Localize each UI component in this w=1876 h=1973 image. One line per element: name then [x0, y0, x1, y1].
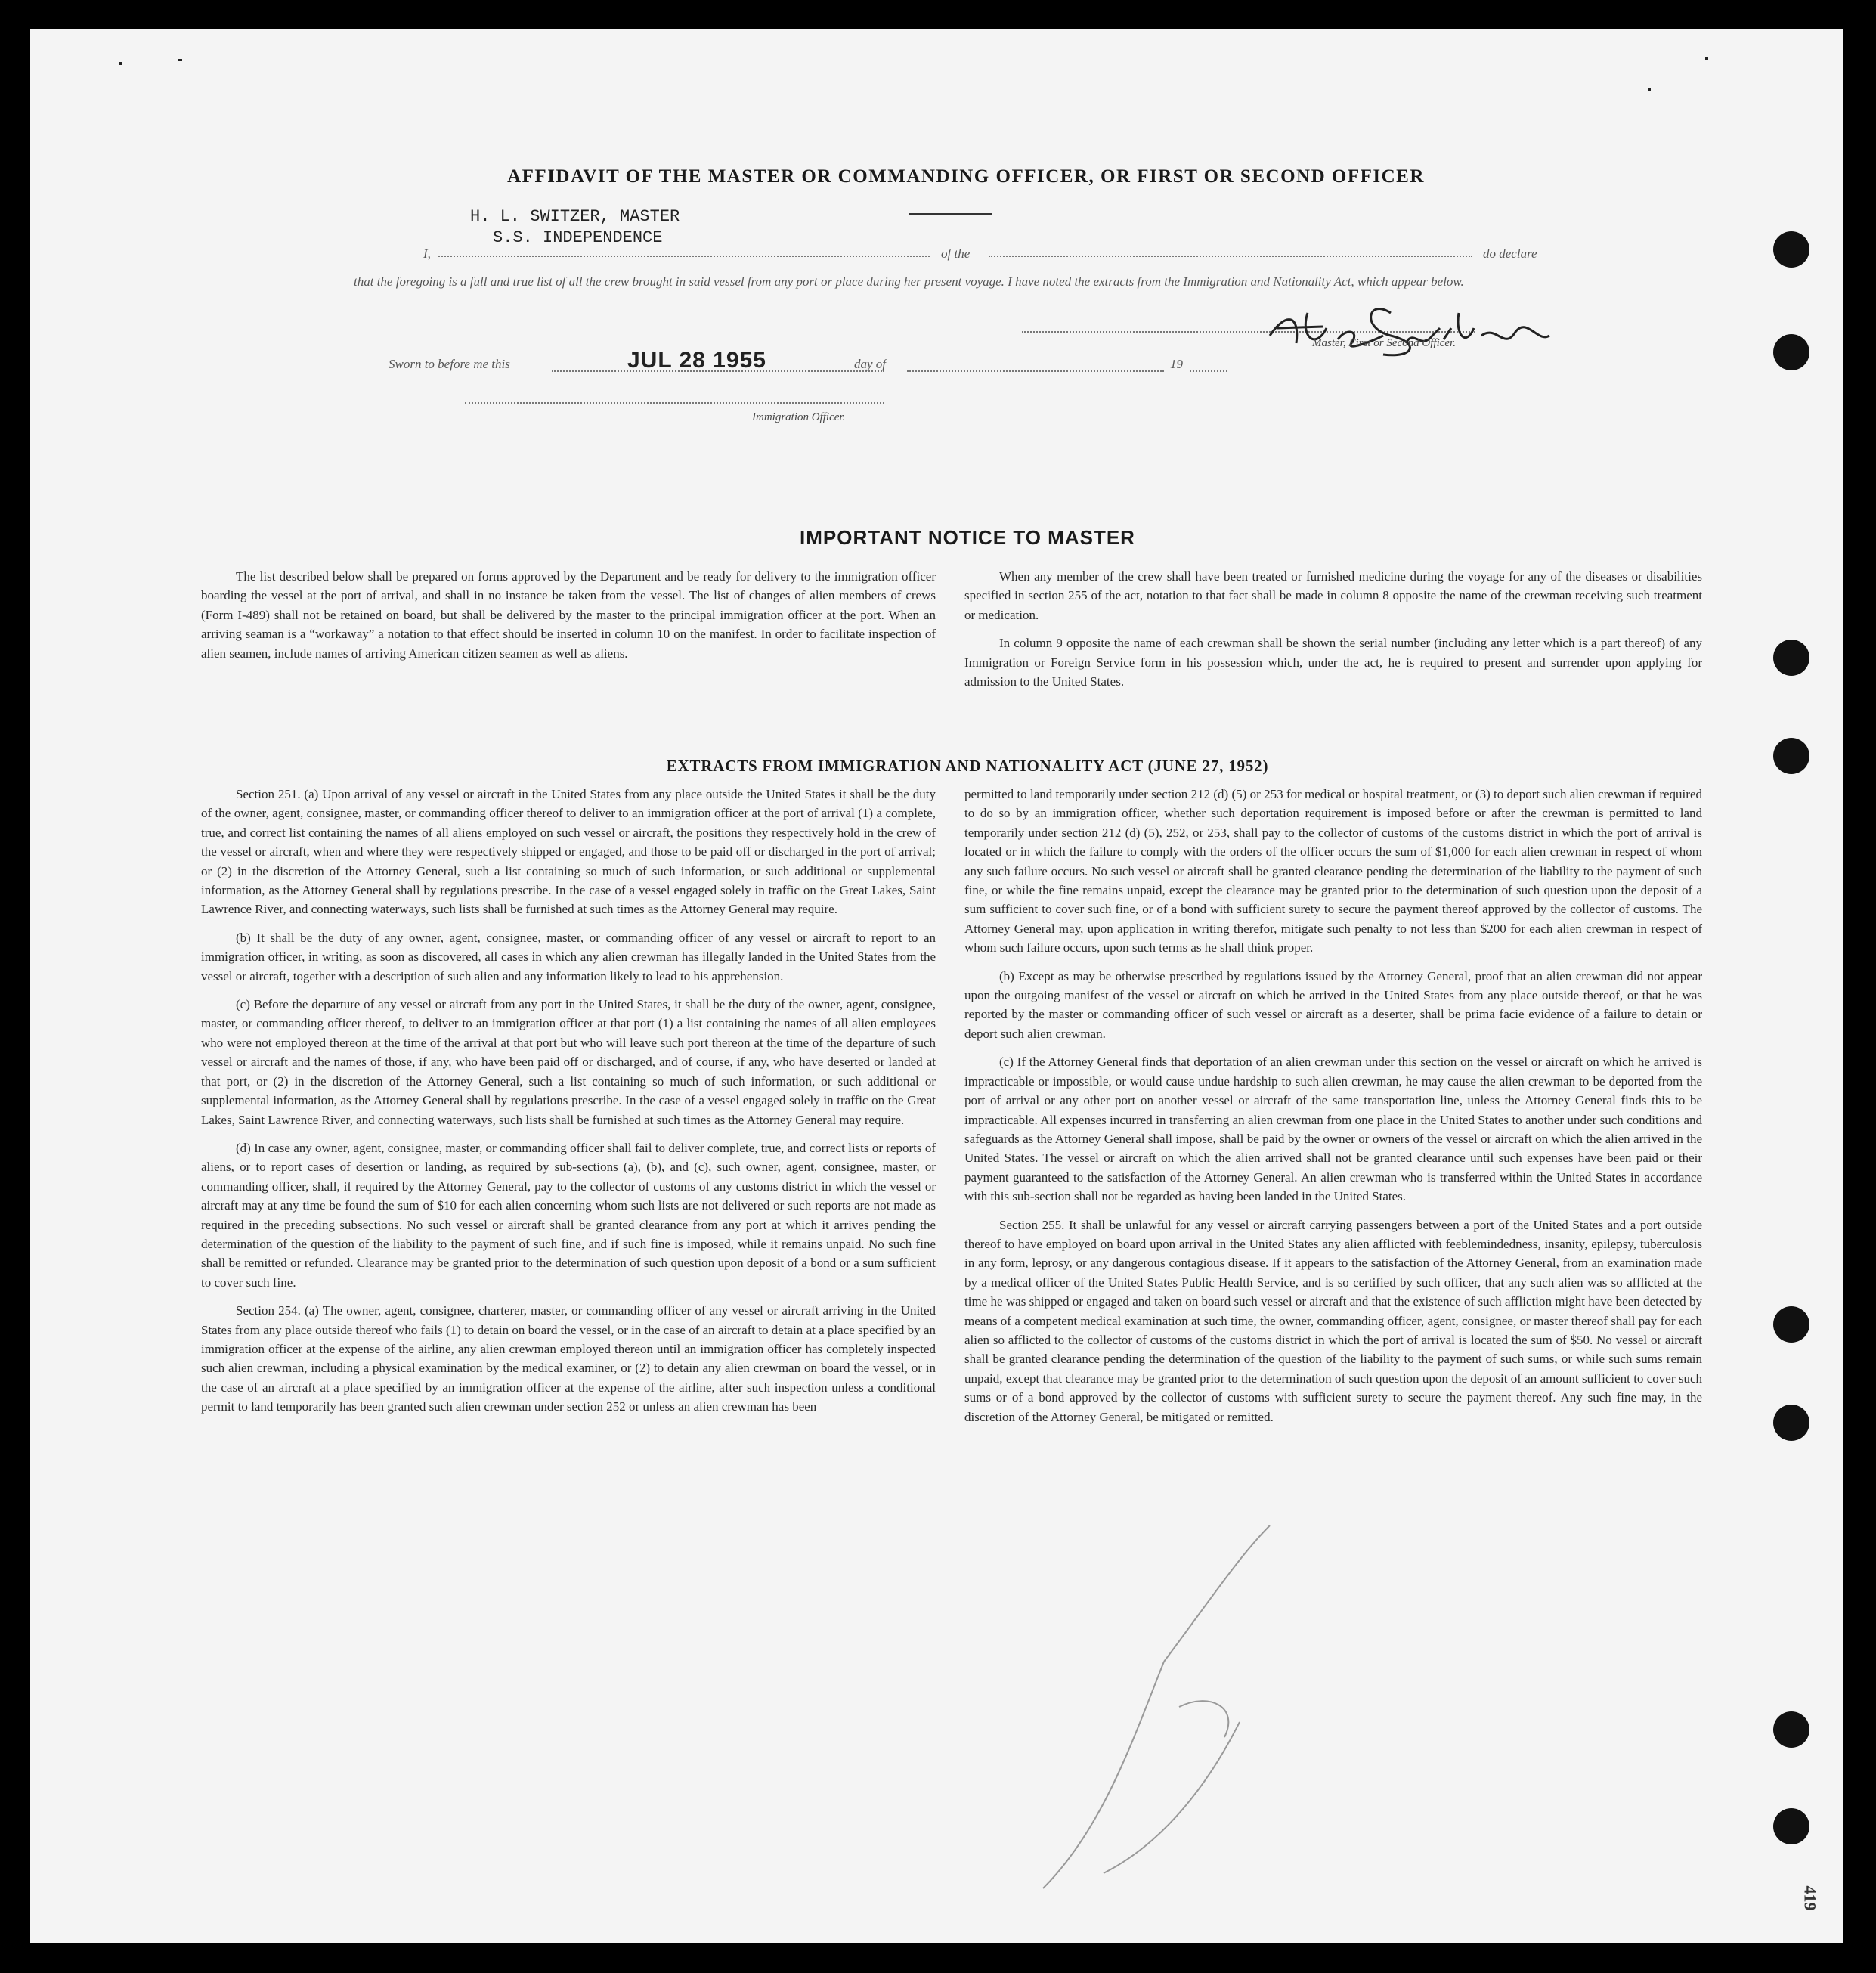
typed-vessel: S.S. INDEPENDENCE — [493, 228, 663, 247]
immigration-officer-label: Immigration Officer. — [752, 411, 846, 423]
section-254-c: (c) If the Attorney General finds that deportation of an alien crewman under this section on the vessel or aircraft on which he arrived is impracticable or impossible, or would cause undue hardship to such alien crewman, he may cause the alien crewman to be deported from the port of arrival or any other port on another vessel or aircraft of the same transportation line, unless the Attorney General finds this to be impracticable. All expenses incurred in transferring an alien crewman from one place in the United States to another under such conditions and safeguards as the Attorney General shall impose, shall be paid by the owner or owners of the vessel or aircraft on which the alien arrived in the United States. The vessel or aircraft on which the alien arrived shall not be granted clearance until such expenses have been paid or their payment guaranteed to the satisfaction of the Attorney General. An alien crewman who is transferred within the United States in accordance with this sub-section shall not be regarded as having been landed in the United States. — [964, 1055, 1702, 1204]
typed-name: H. L. SWITZER, MASTER — [470, 207, 680, 226]
extracts-right-column — [964, 785, 1702, 1436]
punch-hole — [1773, 1405, 1809, 1441]
signature-image — [1255, 283, 1572, 373]
do-declare-label: do declare — [1483, 246, 1537, 261]
speck — [178, 59, 182, 61]
punch-hole — [1773, 334, 1809, 370]
sworn-label: Sworn to before me this — [389, 357, 510, 371]
speck — [1648, 88, 1651, 91]
day-of-label: day of — [854, 357, 887, 371]
section-254-b: (b) Except as may be otherwise prescribed by regulations issued by the Attorney General, proof that an alien crewman did not appear upon the outgoing manifest of the vessel or aircraft on which he arrived in the United States from any place outside thereof, or that he was reported by the master or commanding officer of such vessel or aircraft as a deserter, shall be prima facie evidence of a failure to detain or deport such alien crewman. — [964, 968, 1702, 1041]
sworn-date-stamp: JUL 28 1955 — [627, 348, 766, 373]
punch-hole — [1773, 231, 1809, 268]
i-label: I, — [423, 246, 431, 261]
notice-right-paragraph-1: When any member of the crew shall have been treated or furnished medicine during the voyage for any of the diseases or disabilities specified in section 255 of the act, notation to that fact shall be made in column 8 opposite the name of the crewman receiving such treatment or medication. — [964, 569, 1702, 622]
speck — [1705, 57, 1708, 60]
punch-hole — [1773, 640, 1809, 676]
officer-line — [465, 402, 884, 404]
notice-right-column — [964, 567, 1702, 700]
signature-caption: Master, First or Second Officer. — [1312, 337, 1456, 349]
document-page — [30, 29, 1843, 1943]
section-251-a: Section 251. (a) Upon arrival of any vessel or aircraft in the United States from any place outside the United States it shall be the duty of the owner, agent, consignee, master, or commanding officer thereof to deliver to an immigration officer at the port of arrival (1) a complete, true, and correct list containing the names of all aliens employed on such vessel or aircraft, the positions they respectively hold in the crew of the vessel or aircraft, when and where they were respectively shipped or engaged, and those to be paid off or discharged in the port of arrival; or (2) in the discretion of the Attorney General, such a list containing so much of such information, or such additional or supplemental information, as the Attorney General shall by regulations prescribe. In the case of a vessel engaged solely in traffic on the Great Lakes, Saint Lawrence River, and connecting waterways, such lists shall be furnished at such times as the Attorney General may require. — [201, 787, 936, 917]
extracts-title: EXTRACTS FROM IMMIGRATION AND NATIONALITY ACT (JUNE 27, 1952) — [666, 757, 1269, 775]
title-underline — [909, 213, 992, 215]
extracts-left-column — [201, 785, 936, 1426]
section-254-a-continued: permitted to land temporarily under section 212 (d) (5) or 253 for medical or hospital treatment, or (3) to deport such alien crewman if required to do so by an immigration officer, whether such deportation requirement is imposed before or after the crewman is permitted to land temporarily under section 212 (d) (5), 252, or 253, shall pay to the collector of customs of the customs district in which the port of arrival is located or in which the failure to comply with the orders of the officer occurs the sum of $1,000 for each alien crewman in respect of whom any such failure occurs. No such vessel or aircraft shall be granted clearance pending the determination of the liability to the payment of such fine, or while the fine remains unpaid, except the clearance may be granted prior to the determination of such question upon the deposit of a sum sufficient to cover such fine, or of a bond with sufficient surety to secure the payment thereof approved by the collector of customs. The Attorney General may, upon application in writing therefor, mitigate such penalty to not less than $200 for each alien crewman in respect of whom such failure occurs, upon such terms as he shall think proper. — [964, 787, 1702, 956]
punch-hole — [1773, 1306, 1809, 1343]
section-255: Section 255. It shall be unlawful for any vessel or aircraft carrying passengers between a port of the United States and a port outside thereof to have employed on board upon arrival in the United States any alien afflicted with feeblemindedness, insanity, epilepsy, tuberculosis in any form, leprosy, or any dangerous contagious disease. If it appears to the satisfaction of the Attorney General, from an examination made by a medical officer of the United States Public Health Service, and is so certified by such officer, that any such alien was so afflicted at the time he was shipped or engaged and taken on board such vessel or aircraft and that the existence of such affliction might have been detected by means of a competent medical examination at such time, the owner, commanding officer, agent, consignee, or master thereof shall pay for each alien so afflicted to the collector of customs of the customs district in which the port of arrival is located the sum of $50. No vessel or aircraft shall be granted clearance pending the determination of the question of the liability to the payment of such sums, or while such sums remain unpaid, except that clearance may be granted prior to the determination of such question upon the deposit of an amount sufficient to cover such sums or of a bond approved by the collector of customs with sufficient surety to secure the payment thereof. Any such fine may, in the discretion of the Attorney General, be mitigated or remitted. — [964, 1217, 1702, 1424]
year-prefix: 19 — [1170, 357, 1183, 371]
section-251-c: (c) Before the departure of any vessel or aircraft from any port in the United States, it shall be the duty of the owner, agent, consignee, master, or commanding officer thereof, to deliver to an immigration officer at that port (1) a list containing the names of all alien employees who were not employed thereon at the time of the arrival at that port but who will leave such port thereon at the time of the departure of such vessel or aircraft and the names of those, if any, who have been paid off or discharged, and of course, if any, who have deserted or landed at that port, or (2) in the discretion of the Attorney General, such a list containing so much of such information, or such additional or supplemental information, as the Attorney General shall by regulations prescribe. In the case of a vessel engaged solely in traffic on the Great Lakes, Saint Lawrence River, and connecting waterways, such lists shall be furnished at such times as the Attorney General may require. — [201, 997, 936, 1127]
speck — [119, 62, 122, 65]
punch-hole — [1773, 1711, 1809, 1748]
declaration-text: that the foregoing is a full and true list of all the crew brought in said vessel from any port or place during her present voyage. I have noted the extracts from the Immigration and Nationality Act, which appear below. — [354, 274, 1464, 289]
of-the-label: of the — [941, 246, 971, 261]
notice-title: IMPORTANT NOTICE TO MASTER — [800, 526, 1135, 549]
section-251-d: (d) In case any owner, agent, consignee, master, or commanding officer shall fail to deliver complete, true, and correct lists or reports of aliens, or to report cases of desertion or landing, as required by sub-sections (a), (b), and (c), such owner, agent, consignee, master, or commanding officer, shall, if required by the Attorney General, pay to the collector of customs of any customs district in which the vessel or aircraft may at any time be found the sum of $10 for each alien concerning whom such lists are not delivered or such reports are not made as required in the preceding subsections. No such vessel or aircraft shall be granted clearance from any port at which it arrives pending the determination of the question of the liability to the payment of such fine, and if such fine is imposed, while it remains unpaid. No such fine shall be remitted or refunded. Clearance may be granted prior to the determination of such question upon deposit of a bond or a sum sufficient to cover such fine. — [201, 1140, 936, 1290]
punch-hole — [1773, 1808, 1809, 1844]
notice-left-column — [201, 567, 936, 672]
day-line — [907, 370, 1164, 372]
year-line — [1190, 370, 1227, 372]
margin-page-note: 419 — [1800, 1885, 1820, 1911]
affidavit-title: AFFIDAVIT OF THE MASTER OR COMMANDING OFFICER, OR FIRST OR SECOND OFFICER — [507, 166, 1425, 187]
punch-hole — [1773, 738, 1809, 774]
vessel-line — [989, 256, 1472, 257]
pencil-scribble — [1013, 1510, 1436, 1934]
section-254-a: Section 254. (a) The owner, agent, consignee, charterer, master, or commanding officer of any vessel or aircraft arriving in the United States from any place outside thereof who fails (1) to detain on board the vessel, or in the case of an aircraft to detain at a place specified by an immigration officer at the expense of the airline, any alien crewman employed thereon until an immigration officer has completely inspected such alien crewman, including a physical examination by the medical examiner, or (2) to detain any alien crewman on board the vessel, or in the case of an aircraft at a place specified by an immigration officer at the expense of the airline, after such inspection unless a conditional permit to land temporarily has been granted such alien crewman under section 252 or unless an alien crewman has been — [201, 1303, 936, 1414]
notice-right-paragraph-2: In column 9 opposite the name of each crewman shall be shown the serial number (including any letter which is a part thereof) of any Immigration or Foreign Service form in his possession which, under the act, he is required to present and surrender upon applying for admission to the United States. — [964, 636, 1702, 689]
notice-left-paragraph: The list described below shall be prepared on forms approved by the Department and be ready for delivery to the immigration officer boarding the vessel at the port of arrival, and shall in no instance be taken from the vessel. The list of changes of alien members of crews (Form I-489) shall not be retained on board, but shall be delivered by the master to the principal immigration officer at the port. When an arriving seaman is a “workaway” a notation to that effect should be inserted in column 10 on the manifest. In order to facilitate inspection of alien seamen, include names of arriving American citizen seamen as well as aliens. — [201, 569, 936, 661]
name-line — [438, 256, 930, 257]
section-251-b: (b) It shall be the duty of any owner, agent, consignee, master, or commanding officer of any vessel or aircraft to report to an immigration officer, in writing, as soon as discovered, all cases in which any alien crewman has illegally landed in the United States from the vessel or aircraft, together with a description of such alien and any information likely to lead to his apprehension. — [201, 930, 936, 983]
